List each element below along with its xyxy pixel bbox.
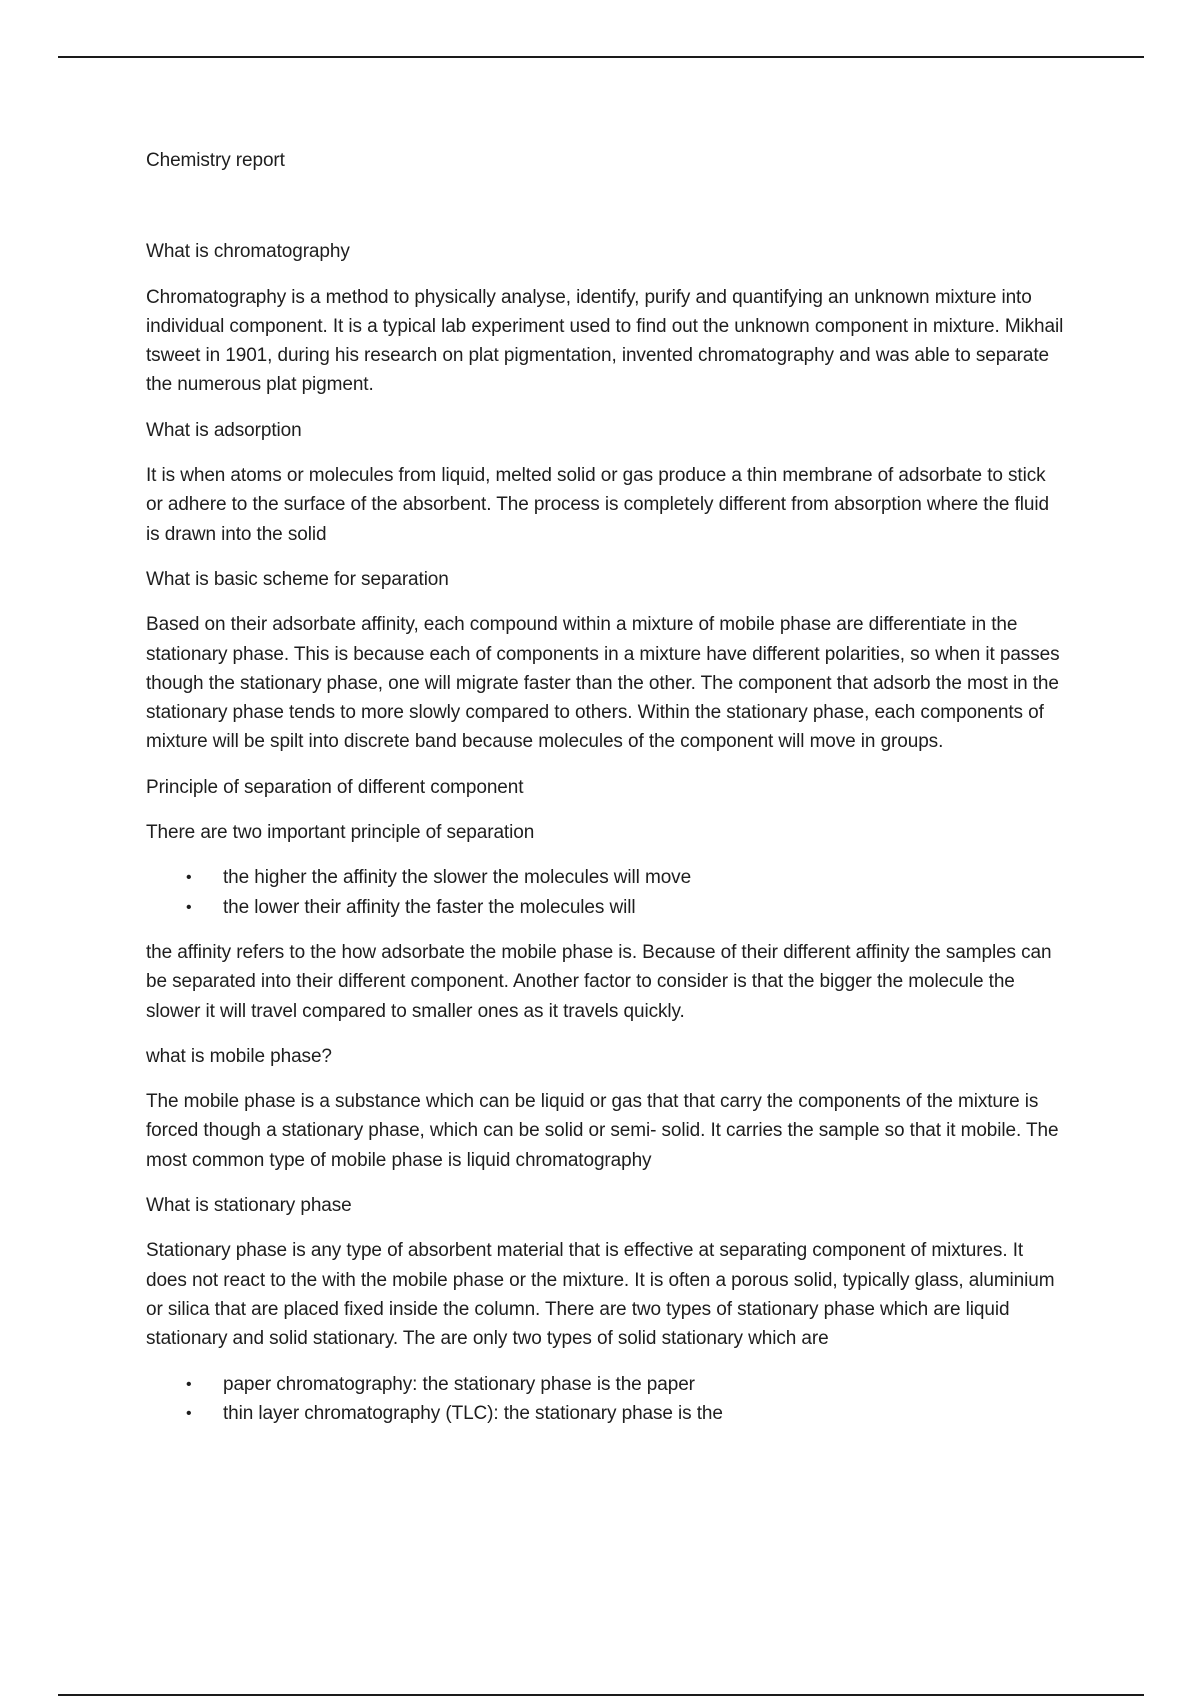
bullet-glyph: • — [186, 898, 192, 916]
bullet-list — [146, 1370, 1066, 1429]
section-intro: There are two important principle of separation — [146, 822, 535, 844]
document-title: Chemistry report — [146, 150, 285, 171]
section-heading: What is chromatography — [146, 241, 350, 263]
section-heading: Principle of separation of different component — [146, 776, 524, 798]
section-paragraph: the affinity refers to the how adsorbate the mobile phase is. Because of their different affinity the samples can be separated into their different component. Another factor to consider is that the bigger the molecule the slower it will travel compared to smaller ones as it travels quickly. — [146, 941, 1052, 1022]
list-item-text: the lower their affinity the faster the molecules will — [223, 896, 636, 918]
section-paragraph: It is when atoms or molecules from liquid, melted solid or gas produce a thin membrane of adsorbate to stick or adhere to the surface of the absorbent. The process is completely different from absorption where the fluid is drawn into the solid — [146, 465, 1049, 545]
list-item — [146, 863, 1066, 892]
document-body — [146, 146, 1066, 1444]
section-heading: what is mobile phase? — [146, 1045, 332, 1067]
bullet-glyph: • — [186, 1404, 192, 1422]
list-item — [146, 1370, 1066, 1399]
section-paragraph: Stationary phase is any type of absorbent material that is effective at separating component of mixtures. It does not react to the with the mobile phase or the mixture. It is often a porous solid, typically glass, aluminium or silica that are placed fixed inside the column. There are two types of stationary phase which are liquid stationary and solid stationary. The are only two types of solid stationary which are — [146, 1240, 1055, 1350]
header-rule — [58, 56, 1144, 58]
list-item-text: the higher the affinity the slower the molecules will move — [223, 867, 692, 889]
list-item-text: paper chromatography: the stationary phase is the paper — [223, 1373, 695, 1395]
list-item — [146, 1399, 1066, 1428]
section-paragraph: The mobile phase is a substance which can be liquid or gas that that carry the components of the mixture is forced though a stationary phase, which can be solid or semi- solid. It carries the sample so that it mobile. The most common type of mobile phase is liquid chromatography — [146, 1091, 1059, 1171]
section-heading: What is stationary phase — [146, 1195, 352, 1217]
section-paragraph: Chromatography is a method to physically analyse, identify, purify and quantifying an unknown mixture into individual component. It is a typical lab experiment used to find out the unknown component in mixture. Mikhail tsweet in 1901, during his research on plat pigmentation, invented chromatography and was able to separate the numerous plat pigment. — [146, 286, 1064, 396]
section-heading: What is basic scheme for separation — [146, 568, 449, 590]
bullet-glyph: • — [186, 869, 192, 887]
bullet-list — [146, 863, 1066, 922]
footer-rule — [58, 1694, 1144, 1696]
section-heading: What is adsorption — [146, 419, 302, 441]
list-item — [146, 893, 1066, 922]
section-paragraph: Based on their adsorbate affinity, each compound within a mixture of mobile phase are differentiate in the stationary phase. This is because each of components in a mixture have different polarities, so when it passes though the stationary phase, one will migrate faster than the other. The component that adsorb the most in the stationary phase tends to more slowly compared to others. Within the stationary phase, each components of mixture will be spilt into discrete band because molecules of the component will move in groups. — [146, 614, 1060, 753]
list-item-text: thin layer chromatography (TLC): the stationary phase is the — [223, 1402, 723, 1424]
bullet-glyph: • — [186, 1375, 192, 1393]
